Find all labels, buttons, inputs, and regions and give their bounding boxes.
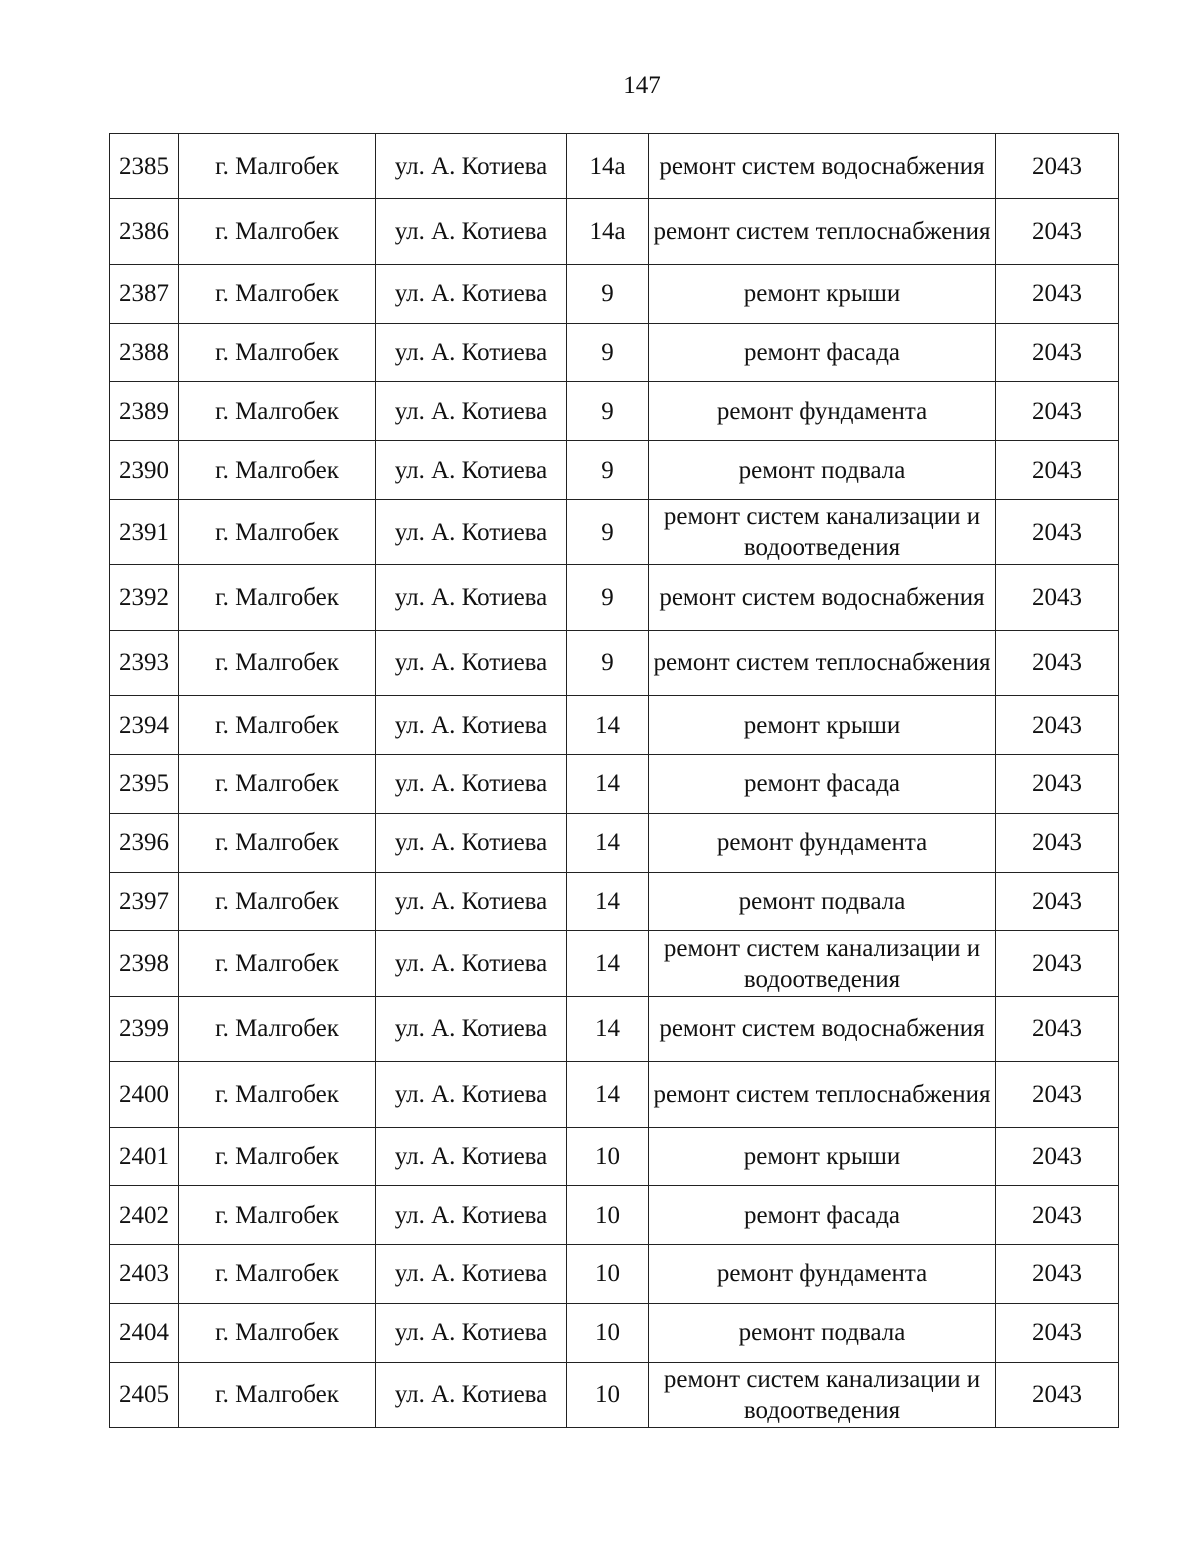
table-row xyxy=(110,1127,1119,1186)
cell-number: 2404 xyxy=(110,1303,179,1362)
cell-street: ул. А. Котиева xyxy=(376,199,567,264)
cell-street: ул. А. Котиева xyxy=(376,565,567,630)
cell-number: 2388 xyxy=(110,323,179,382)
cell-number: 2394 xyxy=(110,696,179,755)
cell-house: 10 xyxy=(567,1303,649,1362)
cell-city: г. Малгобек xyxy=(179,264,376,323)
cell-number: 2401 xyxy=(110,1127,179,1186)
cell-street: ул. А. Котиева xyxy=(376,630,567,695)
cell-house: 14 xyxy=(567,813,649,872)
cell-work-type: ремонт фасада xyxy=(649,754,996,813)
cell-year: 2043 xyxy=(996,264,1119,323)
cell-street: ул. А. Котиева xyxy=(376,1245,567,1304)
cell-city: г. Малгобек xyxy=(179,996,376,1061)
cell-street: ул. А. Котиева xyxy=(376,499,567,564)
table-row xyxy=(110,565,1119,630)
cell-street: ул. А. Котиева xyxy=(376,264,567,323)
cell-street: ул. А. Котиева xyxy=(376,441,567,500)
table-row xyxy=(110,813,1119,872)
cell-city: г. Малгобек xyxy=(179,1245,376,1304)
cell-house: 10 xyxy=(567,1362,649,1427)
cell-city: г. Малгобек xyxy=(179,1062,376,1127)
table-row xyxy=(110,441,1119,500)
table-row xyxy=(110,931,1119,996)
cell-year: 2043 xyxy=(996,441,1119,500)
cell-year: 2043 xyxy=(996,323,1119,382)
cell-work-type: ремонт систем теплоснабжения xyxy=(649,630,996,695)
cell-work-type: ремонт фундамента xyxy=(649,382,996,441)
cell-year: 2043 xyxy=(996,1062,1119,1127)
cell-house: 14 xyxy=(567,754,649,813)
cell-city: г. Малгобек xyxy=(179,872,376,931)
cell-number: 2399 xyxy=(110,996,179,1061)
table-row xyxy=(110,872,1119,931)
cell-house: 10 xyxy=(567,1245,649,1304)
cell-street: ул. А. Котиева xyxy=(376,996,567,1061)
cell-work-type: ремонт систем канализации и водоотведения xyxy=(649,1362,996,1427)
cell-house: 9 xyxy=(567,565,649,630)
cell-year: 2043 xyxy=(996,1362,1119,1427)
cell-house: 14 xyxy=(567,931,649,996)
cell-house: 9 xyxy=(567,264,649,323)
table-row xyxy=(110,1245,1119,1304)
cell-year: 2043 xyxy=(996,1127,1119,1186)
cell-work-type: ремонт подвала xyxy=(649,1303,996,1362)
table-row xyxy=(110,264,1119,323)
cell-number: 2398 xyxy=(110,931,179,996)
cell-street: ул. А. Котиева xyxy=(376,1062,567,1127)
cell-work-type: ремонт фундамента xyxy=(649,1245,996,1304)
cell-number: 2396 xyxy=(110,813,179,872)
cell-year: 2043 xyxy=(996,382,1119,441)
cell-city: г. Малгобек xyxy=(179,199,376,264)
cell-house: 9 xyxy=(567,382,649,441)
cell-house: 14а xyxy=(567,199,649,264)
cell-work-type: ремонт систем теплоснабжения xyxy=(649,199,996,264)
cell-street: ул. А. Котиева xyxy=(376,931,567,996)
cell-house: 14 xyxy=(567,1062,649,1127)
cell-city: г. Малгобек xyxy=(179,1127,376,1186)
cell-number: 2395 xyxy=(110,754,179,813)
cell-year: 2043 xyxy=(996,199,1119,264)
cell-city: г. Малгобек xyxy=(179,813,376,872)
cell-year: 2043 xyxy=(996,134,1119,199)
cell-work-type: ремонт подвала xyxy=(649,441,996,500)
cell-number: 2389 xyxy=(110,382,179,441)
cell-city: г. Малгобек xyxy=(179,696,376,755)
works-table-body xyxy=(110,134,1119,1428)
cell-house: 14а xyxy=(567,134,649,199)
cell-work-type: ремонт систем водоснабжения xyxy=(649,996,996,1061)
cell-work-type: ремонт фасада xyxy=(649,1186,996,1245)
cell-year: 2043 xyxy=(996,872,1119,931)
cell-number: 2390 xyxy=(110,441,179,500)
cell-work-type: ремонт подвала xyxy=(649,872,996,931)
cell-street: ул. А. Котиева xyxy=(376,1362,567,1427)
cell-number: 2392 xyxy=(110,565,179,630)
cell-house: 14 xyxy=(567,872,649,931)
cell-year: 2043 xyxy=(996,696,1119,755)
table-row xyxy=(110,754,1119,813)
cell-street: ул. А. Котиева xyxy=(376,813,567,872)
cell-street: ул. А. Котиева xyxy=(376,1303,567,1362)
cell-year: 2043 xyxy=(996,630,1119,695)
cell-number: 2387 xyxy=(110,264,179,323)
cell-number: 2400 xyxy=(110,1062,179,1127)
cell-work-type: ремонт систем теплоснабжения xyxy=(649,1062,996,1127)
cell-year: 2043 xyxy=(996,1245,1119,1304)
table-row xyxy=(110,199,1119,264)
table-row xyxy=(110,996,1119,1061)
cell-city: г. Малгобек xyxy=(179,499,376,564)
table-row xyxy=(110,1186,1119,1245)
cell-number: 2403 xyxy=(110,1245,179,1304)
cell-city: г. Малгобек xyxy=(179,565,376,630)
cell-street: ул. А. Котиева xyxy=(376,1186,567,1245)
cell-year: 2043 xyxy=(996,813,1119,872)
cell-street: ул. А. Котиева xyxy=(376,872,567,931)
cell-city: г. Малгобек xyxy=(179,323,376,382)
table-row xyxy=(110,1362,1119,1427)
cell-number: 2393 xyxy=(110,630,179,695)
cell-street: ул. А. Котиева xyxy=(376,323,567,382)
cell-street: ул. А. Котиева xyxy=(376,754,567,813)
cell-street: ул. А. Котиева xyxy=(376,1127,567,1186)
cell-city: г. Малгобек xyxy=(179,382,376,441)
table-row xyxy=(110,630,1119,695)
table-row xyxy=(110,323,1119,382)
cell-year: 2043 xyxy=(996,499,1119,564)
cell-city: г. Малгобек xyxy=(179,134,376,199)
page-number: 147 xyxy=(623,72,661,99)
cell-city: г. Малгобек xyxy=(179,1303,376,1362)
cell-number: 2385 xyxy=(110,134,179,199)
cell-number: 2386 xyxy=(110,199,179,264)
cell-number: 2391 xyxy=(110,499,179,564)
cell-number: 2405 xyxy=(110,1362,179,1427)
cell-work-type: ремонт крыши xyxy=(649,264,996,323)
cell-city: г. Малгобек xyxy=(179,754,376,813)
cell-city: г. Малгобек xyxy=(179,630,376,695)
table-row xyxy=(110,382,1119,441)
cell-house: 10 xyxy=(567,1186,649,1245)
table-row xyxy=(110,134,1119,199)
cell-work-type: ремонт систем водоснабжения xyxy=(649,134,996,199)
cell-work-type: ремонт фасада xyxy=(649,323,996,382)
cell-street: ул. А. Котиева xyxy=(376,696,567,755)
cell-work-type: ремонт крыши xyxy=(649,696,996,755)
cell-house: 10 xyxy=(567,1127,649,1186)
cell-number: 2397 xyxy=(110,872,179,931)
cell-city: г. Малгобек xyxy=(179,1186,376,1245)
cell-house: 14 xyxy=(567,996,649,1061)
cell-street: ул. А. Котиева xyxy=(376,134,567,199)
table-row xyxy=(110,1303,1119,1362)
cell-year: 2043 xyxy=(996,931,1119,996)
cell-year: 2043 xyxy=(996,1303,1119,1362)
cell-house: 9 xyxy=(567,630,649,695)
cell-house: 9 xyxy=(567,499,649,564)
cell-city: г. Малгобек xyxy=(179,441,376,500)
cell-work-type: ремонт крыши xyxy=(649,1127,996,1186)
table-row xyxy=(110,499,1119,564)
table-row xyxy=(110,696,1119,755)
cell-house: 9 xyxy=(567,323,649,382)
cell-year: 2043 xyxy=(996,996,1119,1061)
cell-city: г. Малгобек xyxy=(179,1362,376,1427)
cell-year: 2043 xyxy=(996,754,1119,813)
cell-work-type: ремонт систем канализации и водоотведения xyxy=(649,499,996,564)
cell-house: 9 xyxy=(567,441,649,500)
cell-city: г. Малгобек xyxy=(179,931,376,996)
table-row xyxy=(110,1062,1119,1127)
cell-year: 2043 xyxy=(996,565,1119,630)
cell-number: 2402 xyxy=(110,1186,179,1245)
cell-house: 14 xyxy=(567,696,649,755)
cell-street: ул. А. Котиева xyxy=(376,382,567,441)
works-table xyxy=(109,133,1119,1428)
cell-year: 2043 xyxy=(996,1186,1119,1245)
cell-work-type: ремонт систем канализации и водоотведения xyxy=(649,931,996,996)
cell-work-type: ремонт фундамента xyxy=(649,813,996,872)
cell-work-type: ремонт систем водоснабжения xyxy=(649,565,996,630)
